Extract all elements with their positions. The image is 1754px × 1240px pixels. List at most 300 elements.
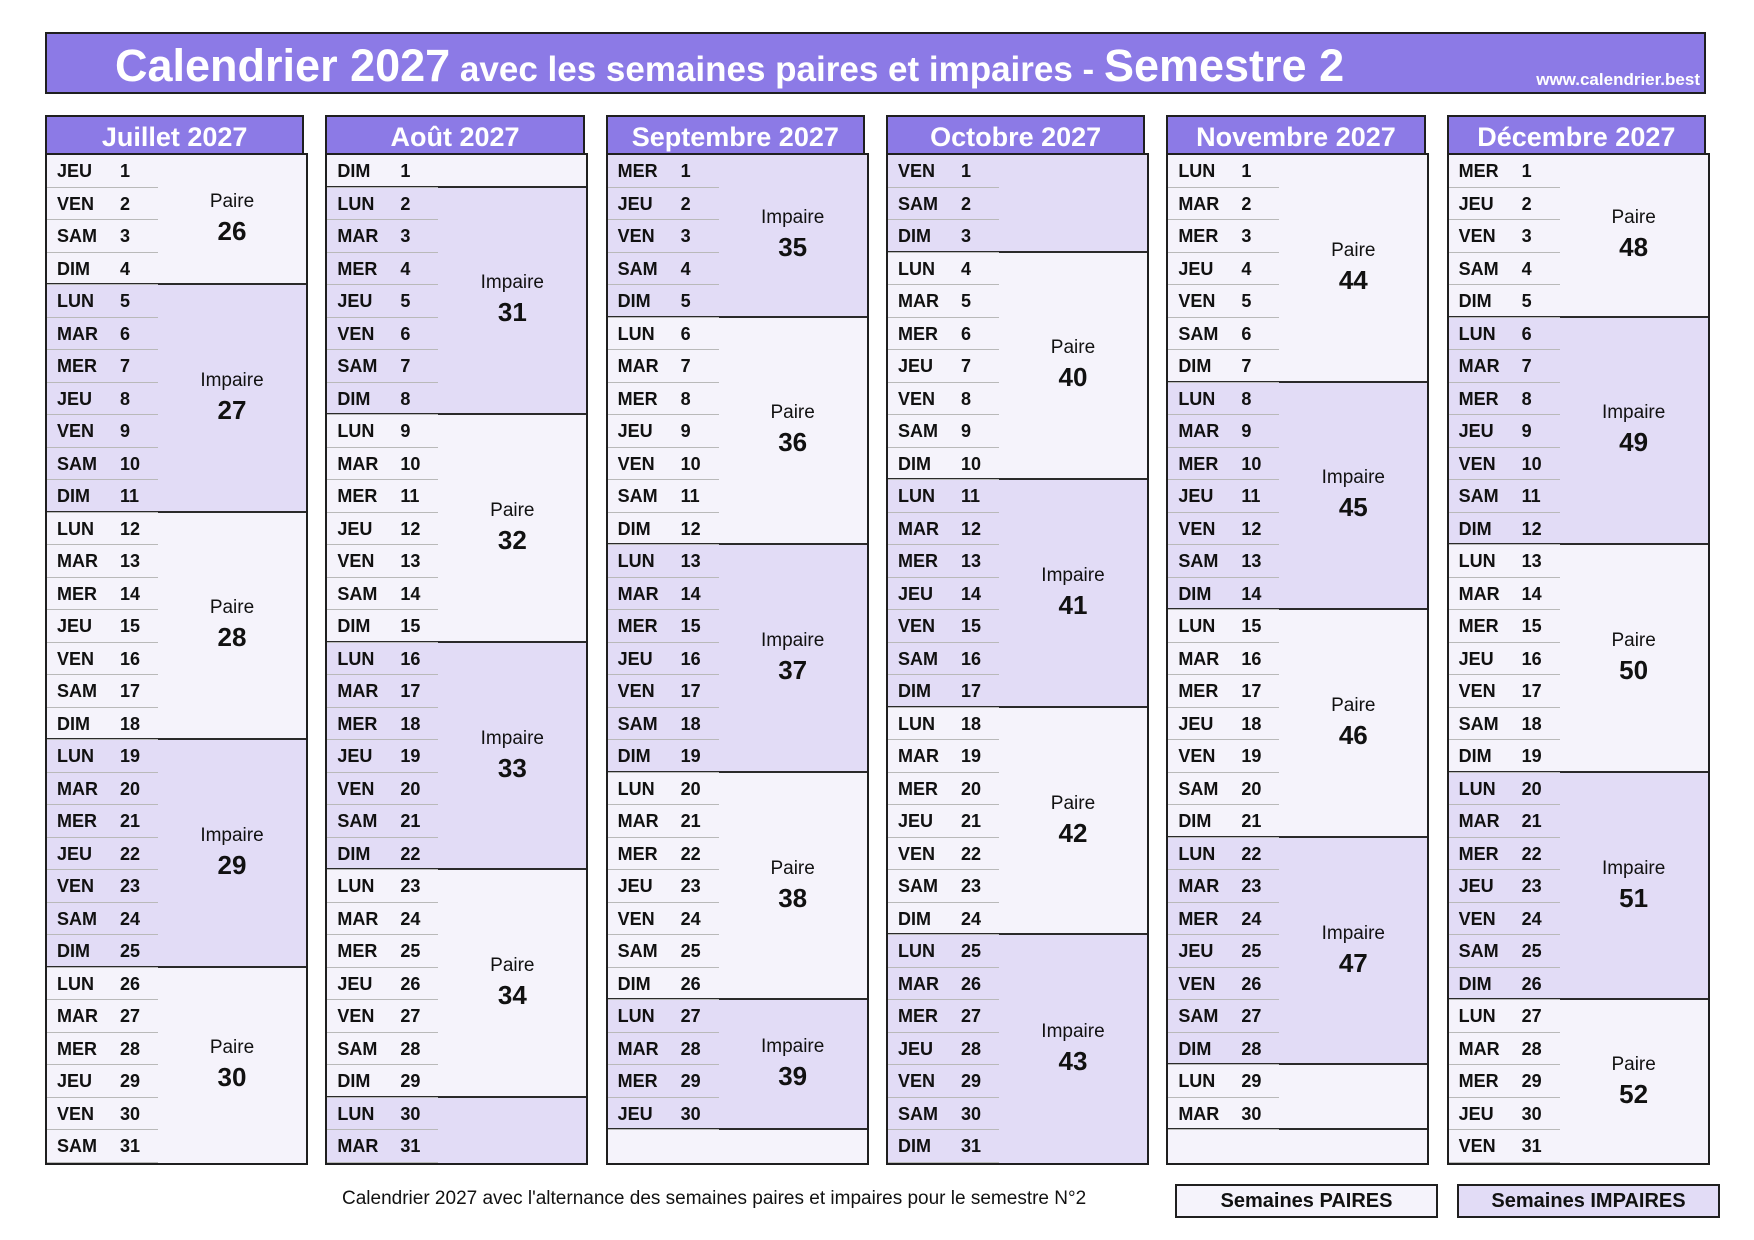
week-label <box>438 954 586 1012</box>
day-number: 30 <box>680 1103 701 1124</box>
day-row <box>47 870 158 903</box>
day-name: SAM <box>897 876 938 897</box>
day-name: LUN <box>337 1103 375 1124</box>
day-number: 2 <box>400 193 411 214</box>
day-number: 18 <box>1521 713 1542 734</box>
title-year: Calendrier 2027 <box>115 40 451 91</box>
day-row <box>327 773 438 806</box>
day-number: 23 <box>1521 876 1542 897</box>
day-row <box>47 903 158 936</box>
day-number: 18 <box>1241 713 1262 734</box>
day-number: 17 <box>1241 681 1262 702</box>
day-name: MAR <box>897 291 939 312</box>
legend-paires: Semaines PAIRES <box>1175 1184 1438 1218</box>
day-row <box>1168 1098 1279 1131</box>
day-row <box>327 383 438 416</box>
day-number: 19 <box>1241 746 1262 767</box>
day-number: 26 <box>120 973 141 994</box>
day-row <box>1449 708 1560 741</box>
day-number: 15 <box>680 616 701 637</box>
day-name: SAM <box>897 193 938 214</box>
day-row <box>1449 675 1560 708</box>
day-number: 10 <box>400 453 421 474</box>
day-row <box>608 480 719 513</box>
day-row <box>888 643 999 676</box>
day-name: MAR <box>617 811 659 832</box>
day-name: DIM <box>1458 973 1492 994</box>
day-row <box>888 805 999 838</box>
day-row <box>1449 1098 1560 1131</box>
week-number: 41 <box>1058 589 1088 620</box>
day-name: SAM <box>1458 713 1499 734</box>
day-row <box>47 610 158 643</box>
day-name: VEN <box>897 843 935 864</box>
day-number: 29 <box>400 1071 421 1092</box>
day-number: 24 <box>400 908 421 929</box>
day-name: MER <box>337 486 378 507</box>
day-row <box>327 545 438 578</box>
day-number: 2 <box>120 193 131 214</box>
day-name: LUN <box>1458 551 1496 572</box>
day-number: 13 <box>680 551 701 572</box>
day-row <box>608 675 719 708</box>
week-number: 39 <box>778 1061 808 1092</box>
week-type: Impaire <box>480 727 544 749</box>
day-name: VEN <box>1178 973 1216 994</box>
day-name: MER <box>337 258 378 279</box>
day-row <box>47 578 158 611</box>
day-row <box>1449 285 1560 318</box>
day-name: MAR <box>1458 356 1500 377</box>
day-row <box>888 740 999 773</box>
day-number: 13 <box>1241 551 1262 572</box>
day-number: 13 <box>960 551 982 572</box>
day-number: 15 <box>400 616 421 637</box>
day-name: JEU <box>617 421 653 442</box>
day-row <box>888 480 999 513</box>
day-number: 17 <box>1521 681 1542 702</box>
day-number: 10 <box>120 453 141 474</box>
week-number: 49 <box>1619 427 1649 458</box>
day-name: SAM <box>1458 258 1499 279</box>
day-row <box>608 578 719 611</box>
day-name: LUN <box>1178 616 1216 637</box>
week-number: 44 <box>1338 264 1368 295</box>
day-number: 21 <box>400 811 421 832</box>
day-row <box>1449 253 1560 286</box>
day-number: 26 <box>960 973 982 994</box>
day-number: 21 <box>680 811 701 832</box>
day-number: 9 <box>680 421 691 442</box>
months-grid <box>45 115 1706 1165</box>
day-name: SAM <box>337 811 378 832</box>
day-number: 20 <box>960 778 982 799</box>
day-row <box>888 708 999 741</box>
day-row <box>1168 513 1279 546</box>
day-number: 27 <box>120 1006 141 1027</box>
day-number: 10 <box>960 453 982 474</box>
day-name: VEN <box>897 161 935 181</box>
day-name: MAR <box>337 681 379 702</box>
day-name: MAR <box>617 1038 659 1059</box>
day-row <box>608 1000 719 1033</box>
day-number: 14 <box>1241 583 1262 604</box>
day-name: JEU <box>337 518 373 539</box>
day-number: 11 <box>400 486 420 507</box>
day-number: 15 <box>1521 616 1542 637</box>
day-name: MER <box>897 1006 938 1027</box>
month-header: Novembre 2027 <box>1166 115 1425 155</box>
day-row <box>327 318 438 351</box>
day-name: VEN <box>1178 518 1216 539</box>
day-name: JEU <box>897 583 933 604</box>
day-row <box>1168 903 1279 936</box>
day-row <box>47 1130 158 1163</box>
day-row <box>327 188 438 221</box>
day-name: VEN <box>617 453 655 474</box>
day-row <box>47 805 158 838</box>
week-type: Impaire <box>200 825 264 847</box>
day-number: 4 <box>120 258 131 279</box>
day-row <box>888 188 999 221</box>
day-row <box>327 578 438 611</box>
day-number: 25 <box>120 941 141 962</box>
day-number: 24 <box>680 908 701 929</box>
week-type: Paire <box>1331 239 1376 261</box>
week-number: 47 <box>1338 947 1368 978</box>
day-name: LUN <box>57 518 94 539</box>
day-number: 14 <box>680 583 701 604</box>
day-row <box>47 1098 158 1131</box>
day-row <box>1449 838 1560 871</box>
day-number: 14 <box>1521 583 1542 604</box>
day-row <box>888 1033 999 1066</box>
day-number: 17 <box>400 681 421 702</box>
day-name: MAR <box>897 746 939 767</box>
day-name: LUN <box>1178 843 1216 864</box>
day-name: MAR <box>1178 193 1220 214</box>
day-number: 3 <box>1521 226 1532 247</box>
day-number: 20 <box>120 778 141 799</box>
week-label <box>719 401 867 459</box>
day-row <box>1168 350 1279 383</box>
day-name: JEU <box>617 876 653 897</box>
title-middle: avec les semaines paires et impaires - <box>450 50 1104 89</box>
day-number: 22 <box>400 843 421 864</box>
day-number: 16 <box>1521 648 1542 669</box>
day-row <box>47 545 158 578</box>
day-row <box>888 1130 999 1163</box>
day-name: LUN <box>57 291 94 312</box>
day-row <box>1168 740 1279 773</box>
day-name: DIM <box>897 453 931 474</box>
day-name: MAR <box>1178 648 1220 669</box>
week-type: Impaire <box>200 369 264 391</box>
day-name: DIM <box>337 843 371 864</box>
day-name: DIM <box>897 1136 931 1157</box>
day-name: LUN <box>57 746 94 767</box>
day-name: DIM <box>617 291 651 312</box>
day-row <box>1449 773 1560 806</box>
day-name: VEN <box>337 1006 375 1027</box>
day-number: 10 <box>680 453 701 474</box>
day-number: 22 <box>960 843 982 864</box>
day-name: MER <box>1458 161 1499 181</box>
day-row <box>327 740 438 773</box>
week-label <box>719 206 867 264</box>
day-name: SAM <box>617 941 658 962</box>
week-number: 51 <box>1619 882 1649 913</box>
day-number: 14 <box>400 583 421 604</box>
day-row <box>1168 610 1279 643</box>
day-row <box>1168 253 1279 286</box>
day-name: VEN <box>57 193 95 214</box>
day-row <box>1449 1130 1560 1163</box>
day-number: 21 <box>120 811 141 832</box>
day-row <box>1449 1000 1560 1033</box>
day-number: 31 <box>1521 1136 1542 1157</box>
month-header: Septembre 2027 <box>606 115 865 155</box>
day-name: SAM <box>337 583 378 604</box>
day-name: MAR <box>1458 583 1500 604</box>
day-row <box>327 480 438 513</box>
day-name: VEN <box>337 551 375 572</box>
day-number: 12 <box>1241 518 1262 539</box>
day-number: 19 <box>400 746 421 767</box>
day-name: SAM <box>1458 486 1499 507</box>
day-row <box>608 1033 719 1066</box>
day-name: MER <box>337 941 378 962</box>
title-semester: Semestre 2 <box>1103 40 1345 91</box>
day-number: 25 <box>400 941 421 962</box>
day-number: 9 <box>960 421 971 442</box>
week-label <box>1560 1053 1708 1111</box>
day-row <box>888 968 999 1001</box>
day-name: JEU <box>57 388 93 409</box>
day-row <box>327 838 438 871</box>
day-number: 8 <box>1521 388 1532 409</box>
day-name: MAR <box>337 1136 379 1157</box>
day-row <box>1449 935 1560 968</box>
day-row <box>1449 740 1560 773</box>
day-name: DIM <box>897 226 931 247</box>
day-row <box>327 708 438 741</box>
day-row <box>1449 155 1560 188</box>
day-name: DIM <box>337 388 371 409</box>
day-row <box>888 935 999 968</box>
day-number: 6 <box>120 323 131 344</box>
day-number: 5 <box>400 291 411 312</box>
week-label <box>438 271 586 329</box>
week-label <box>158 369 306 427</box>
day-row <box>1168 448 1279 481</box>
day-row <box>327 1000 438 1033</box>
day-row <box>1449 1033 1560 1066</box>
day-row <box>608 740 719 773</box>
day-row <box>888 220 999 253</box>
day-number: 31 <box>120 1136 141 1157</box>
day-row <box>1168 1000 1279 1033</box>
week-label <box>999 1020 1147 1078</box>
day-row <box>1168 220 1279 253</box>
day-row <box>888 253 999 286</box>
week-number: 26 <box>217 216 247 247</box>
day-number: 12 <box>1521 518 1542 539</box>
day-name: DIM <box>57 258 90 279</box>
day-number: 3 <box>400 226 411 247</box>
day-name: MAR <box>1178 1103 1220 1124</box>
day-name: JEU <box>617 193 653 214</box>
day-name: LUN <box>1458 1006 1496 1027</box>
legend-impaires: Semaines IMPAIRES <box>1457 1184 1720 1218</box>
day-row <box>888 870 999 903</box>
day-row <box>47 643 158 676</box>
day-number: 1 <box>1241 161 1252 181</box>
day-number: 6 <box>680 323 691 344</box>
day-row <box>1168 383 1279 416</box>
day-number: 5 <box>120 291 131 312</box>
day-name: SAM <box>1178 551 1219 572</box>
day-number: 30 <box>960 1103 982 1124</box>
page-title <box>115 34 1344 92</box>
day-number: 17 <box>120 681 141 702</box>
day-number: 28 <box>680 1038 701 1059</box>
day-row <box>327 870 438 903</box>
day-name: DIM <box>897 908 931 929</box>
day-name: JEU <box>57 161 93 181</box>
day-name: MAR <box>897 973 939 994</box>
month-column <box>606 115 865 1165</box>
day-number: 21 <box>960 811 982 832</box>
day-number: 13 <box>400 551 421 572</box>
day-number: 21 <box>1521 811 1542 832</box>
footer-caption: Calendrier 2027 avec l'alternance des semaines paires et impaires pour le semestre N°2 <box>342 1188 1087 1209</box>
day-number: 25 <box>1241 941 1262 962</box>
day-name: VEN <box>57 1103 95 1124</box>
week-label <box>719 1035 867 1093</box>
week-number: 28 <box>217 622 247 653</box>
day-number: 28 <box>1521 1038 1542 1059</box>
week-number: 33 <box>497 752 527 783</box>
day-row <box>47 838 158 871</box>
day-name: JEU <box>1178 258 1214 279</box>
day-name: SAM <box>57 1136 97 1157</box>
day-row <box>888 545 999 578</box>
day-row <box>327 675 438 708</box>
day-name: SAM <box>1178 1006 1219 1027</box>
day-name: DIM <box>1178 583 1212 604</box>
day-number: 23 <box>120 876 141 897</box>
week-number: 36 <box>778 427 808 458</box>
day-row <box>1449 1065 1560 1098</box>
day-row <box>608 643 719 676</box>
day-number: 23 <box>960 876 982 897</box>
day-name: MER <box>897 778 938 799</box>
day-row <box>327 610 438 643</box>
week-type: Impaire <box>1601 402 1666 424</box>
week-type: Impaire <box>1041 1021 1105 1043</box>
day-number: 11 <box>1521 486 1541 507</box>
week-number: 32 <box>497 524 527 555</box>
day-row <box>47 935 158 968</box>
day-number: 1 <box>120 161 131 181</box>
week-label <box>158 190 306 248</box>
day-number: 26 <box>680 973 701 994</box>
day-number: 27 <box>400 1006 421 1027</box>
week-type: Impaire <box>1041 564 1105 586</box>
day-number: 22 <box>1521 843 1542 864</box>
day-row <box>608 1065 719 1098</box>
day-row <box>1168 318 1279 351</box>
day-name: MER <box>1458 843 1499 864</box>
day-number: 12 <box>400 518 421 539</box>
day-row <box>327 350 438 383</box>
day-name: MER <box>617 1071 658 1092</box>
day-name: MAR <box>897 518 939 539</box>
day-row <box>47 740 158 773</box>
day-name: DIM <box>1178 356 1212 377</box>
day-name: LUN <box>897 486 935 507</box>
day-row <box>47 1000 158 1033</box>
day-number: 4 <box>1521 258 1532 279</box>
day-number: 25 <box>680 941 701 962</box>
day-number: 18 <box>960 713 982 734</box>
day-number: 8 <box>400 388 411 409</box>
week-type: Impaire <box>1601 857 1666 879</box>
day-row <box>1449 318 1560 351</box>
week-type: Impaire <box>1321 467 1385 489</box>
day-row <box>327 155 438 188</box>
week-type: Paire <box>1050 337 1096 359</box>
week-label <box>438 499 586 557</box>
day-name: DIM <box>617 746 651 767</box>
day-name: LUN <box>1178 161 1216 181</box>
day-name: VEN <box>1458 681 1496 702</box>
day-row <box>608 155 719 188</box>
day-number: 3 <box>120 226 131 247</box>
day-row <box>1168 838 1279 871</box>
day-name: JEU <box>57 1071 93 1092</box>
day-row <box>1449 578 1560 611</box>
day-row <box>327 1033 438 1066</box>
week-label <box>719 629 867 687</box>
day-row <box>888 773 999 806</box>
day-name: MER <box>57 811 97 832</box>
week-number: 52 <box>1619 1078 1649 1109</box>
day-row <box>327 1130 438 1163</box>
month-body <box>1447 153 1710 1165</box>
day-number: 8 <box>1241 388 1252 409</box>
day-row <box>608 903 719 936</box>
day-name: VEN <box>1178 746 1216 767</box>
day-name: MAR <box>1178 876 1220 897</box>
day-name: MER <box>1178 453 1219 474</box>
day-number: 20 <box>680 778 701 799</box>
day-number: 27 <box>960 1006 982 1027</box>
day-row <box>1168 805 1279 838</box>
week-label <box>999 792 1147 850</box>
site-url: www.calendrier.best <box>1536 70 1700 89</box>
day-row <box>888 1000 999 1033</box>
day-name: MAR <box>1178 421 1220 442</box>
day-name: DIM <box>1458 291 1492 312</box>
day-row <box>1168 285 1279 318</box>
day-number: 8 <box>680 388 691 409</box>
day-number: 4 <box>960 258 971 279</box>
week-number: 37 <box>778 654 808 685</box>
day-name: SAM <box>337 356 378 377</box>
day-number: 11 <box>960 486 981 507</box>
